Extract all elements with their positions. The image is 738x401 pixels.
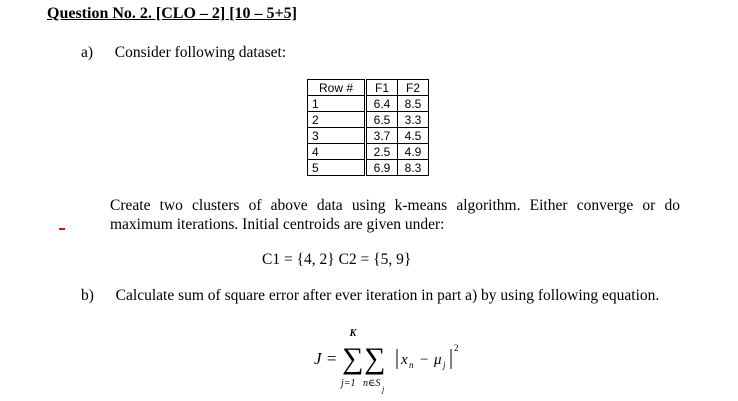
cell-row-number: 1 — [308, 96, 365, 112]
table-row — [308, 112, 429, 128]
part-a-label: a) — [81, 44, 94, 61]
part-b-label: b) — [81, 287, 94, 304]
table-row — [308, 128, 429, 144]
part-b-line — [81, 287, 659, 305]
sse-equation — [300, 322, 520, 398]
table-header-row — [308, 80, 429, 96]
eq-inner-lower-sub: j — [382, 385, 385, 394]
eq-sum-lower: j=1 — [341, 378, 356, 389]
cell-row-number: 4 — [308, 144, 365, 160]
cell-row-number: 5 — [308, 160, 365, 176]
eq-minus: − — [420, 352, 429, 368]
header-f2: F2 — [398, 80, 429, 96]
cell-f2: 4.9 — [398, 144, 429, 160]
question-title: Question No. 2. [CLO – 2] [10 – 5+5] — [47, 5, 297, 22]
eq-lhs: J = — [314, 349, 338, 368]
eq-term-x-sub: n — [409, 360, 414, 370]
cell-f1: 6.5 — [367, 112, 398, 128]
part-a-text: Consider following dataset: — [114, 44, 287, 61]
eq-sum-outer: ∑ — [342, 342, 364, 375]
cell-f2: 3.3 — [398, 112, 429, 128]
eq-power: 2 — [454, 343, 459, 353]
header-row-number: Row # — [308, 80, 365, 96]
eq-term-mu: μ — [434, 352, 442, 368]
kmeans-instruction: Create two clusters of above data using k-means algorithm. Either converge or do maximum iterations. Initial centroids are given under: — [110, 197, 680, 233]
eq-term-mu-sub: j — [443, 360, 446, 370]
part-a-line — [81, 44, 286, 62]
cell-f1: 6.9 — [367, 160, 398, 176]
cell-f2: 4.5 — [398, 128, 429, 144]
table-row — [308, 144, 429, 160]
initial-centroids: C1 = {4, 2} C2 = {5, 9} — [262, 251, 412, 268]
cell-f2: 8.3 — [398, 160, 429, 176]
eq-inner-lower: n∈S — [363, 378, 381, 389]
red-margin-mark — [59, 228, 65, 230]
cell-f1: 2.5 — [367, 144, 398, 160]
cell-f1: 6.4 — [367, 96, 398, 112]
table-row — [308, 160, 429, 176]
eq-term-x: x — [401, 352, 408, 368]
eq-sum-upper: K — [349, 328, 357, 339]
cell-f1: 3.7 — [367, 128, 398, 144]
part-b-text: Calculate sum of square error after ever iteration in part a) by using following equation. — [115, 287, 660, 304]
header-f1: F1 — [367, 80, 398, 96]
cell-row-number: 3 — [308, 128, 365, 144]
cell-f2: 8.5 — [398, 96, 429, 112]
table-row — [308, 96, 429, 112]
eq-sum-inner: ∑ — [364, 342, 386, 375]
dataset-table — [307, 79, 429, 176]
cell-row-number: 2 — [308, 112, 365, 128]
